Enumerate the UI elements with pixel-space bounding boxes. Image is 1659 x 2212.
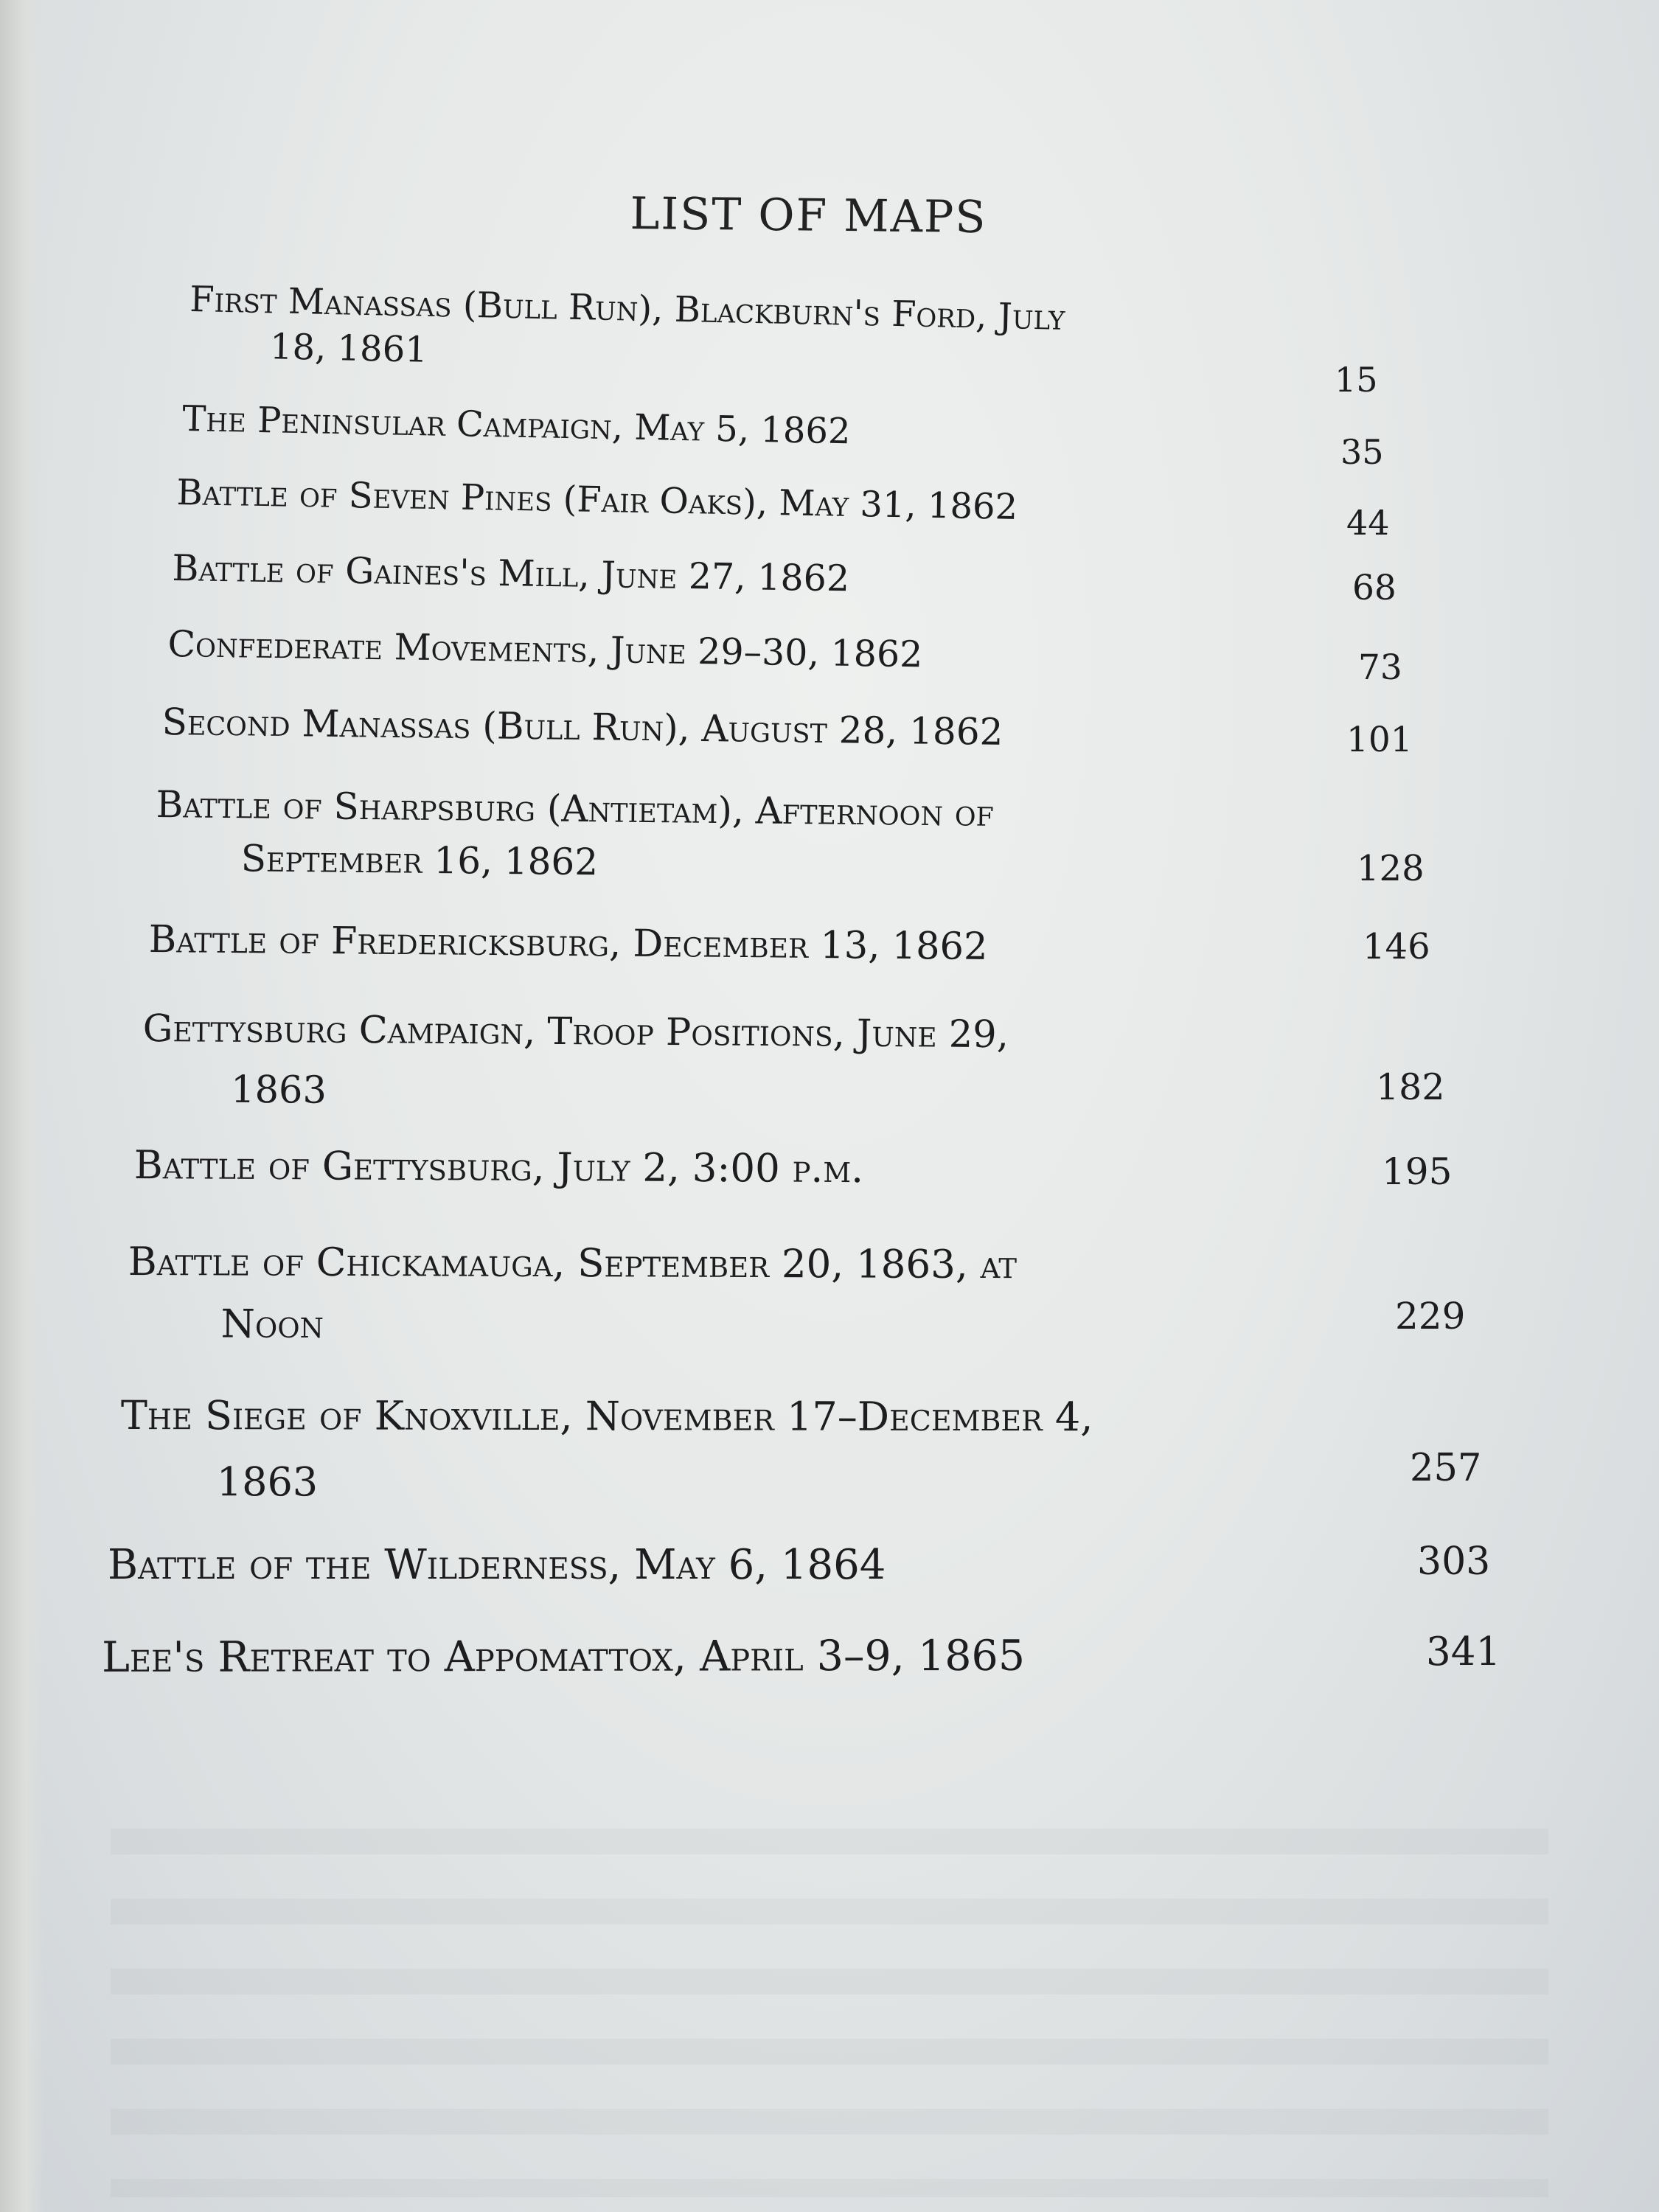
map-entry-title: Battle of Fredericksburg, December 13, 1862 (148, 918, 988, 969)
map-entry-3 (176, 472, 1018, 528)
map-entry-page: 303 (1417, 1540, 1491, 1584)
map-entry-title: The Peninsular Campaign, May 5, 1862 (181, 398, 852, 453)
map-entry-12 (121, 1382, 1093, 1517)
map-entry-page: 341 (1426, 1630, 1501, 1674)
map-entry-page: 229 (1395, 1295, 1466, 1338)
map-entry-page: 15 (1335, 360, 1378, 400)
map-entry-title: Battle of Sharpsburg (Antietam), Afternoon of (156, 782, 995, 835)
map-entry-title: Battle of Seven Pines (Fair Oaks), May 31, 1862 (176, 472, 1018, 528)
map-entry-1 (188, 276, 1065, 386)
map-entry-page: 182 (1376, 1066, 1445, 1108)
map-entry-2 (182, 398, 851, 452)
map-entry-6 (161, 700, 1003, 754)
map-entry-8 (148, 918, 987, 969)
map-entry-title: Battle of Gettysburg, July 2, 3:00 p.m. (133, 1143, 864, 1192)
map-entry-title-cont: 1863 (216, 1458, 319, 1506)
map-entry-title: Battle of the Wilderness, May 6, 1864 (108, 1541, 886, 1589)
map-entry-title: First Manassas (Bull Run), Blackburn's Ford, July (189, 278, 1066, 338)
map-entry-page: 44 (1346, 503, 1390, 543)
map-entry-10 (134, 1143, 864, 1192)
map-entry-11 (128, 1231, 1017, 1358)
map-entry-title: Battle of Gaines's Mill, June 27, 1862 (172, 547, 850, 600)
map-entry-page: 101 (1346, 720, 1413, 760)
map-entry-title: Gettysburg Campaign, Troop Positions, June 29, (142, 1006, 1009, 1057)
map-entry-page: 68 (1352, 568, 1397, 608)
map-entry-title-cont: September 16, 1862 (240, 837, 599, 884)
map-entry-13 (108, 1541, 886, 1589)
map-entry-14 (102, 1632, 1025, 1682)
map-entry-title: Lee's Retreat to Appomattox, April 3–9, 1865 (102, 1631, 1026, 1682)
page-title: LIST OF MAPS (630, 188, 987, 244)
map-entry-title: The Siege of Knoxville, November 17–December 4, (120, 1392, 1093, 1441)
show-through-text (111, 1784, 1548, 2197)
map-entry-page: 146 (1363, 926, 1430, 967)
map-entry-title: Battle of Chickamauga, September 20, 1863, at (128, 1239, 1018, 1288)
map-entry-title-cont: 1863 (230, 1068, 327, 1113)
page-gutter (0, 0, 44, 2212)
map-entry-title-cont: Noon (220, 1301, 324, 1347)
map-entry-page: 128 (1357, 848, 1425, 889)
map-entry-title-cont: 18, 1861 (269, 326, 428, 371)
map-entry-page: 257 (1410, 1447, 1482, 1490)
map-entry-title: Second Manassas (Bull Run), August 28, 1862 (161, 700, 1004, 754)
map-entry-page: 195 (1382, 1150, 1453, 1193)
map-entry-page: 35 (1340, 432, 1384, 472)
map-entry-title: Confederate Movements, June 29–30, 1862 (167, 623, 923, 676)
map-entry-5 (167, 623, 922, 675)
map-entry-4 (172, 547, 849, 599)
map-entry-page: 73 (1358, 647, 1402, 688)
map-entry-7 (155, 778, 994, 893)
map-entry-9 (142, 999, 1009, 1126)
